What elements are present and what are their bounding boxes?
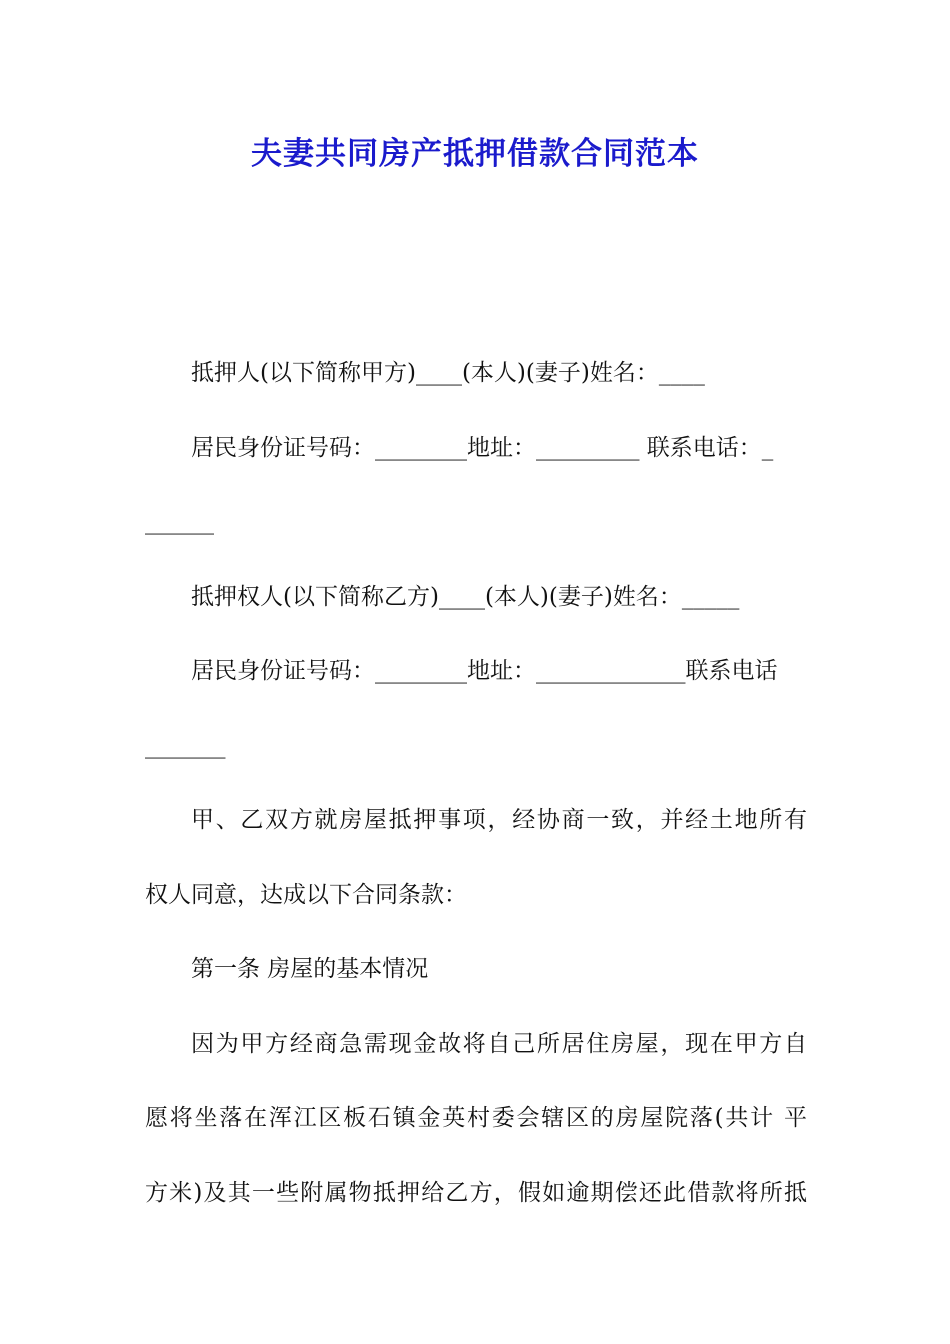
article-one-heading: 第一条 房屋的基本情况: [191, 956, 429, 982]
mortgagor-phone-continuation: ______: [145, 509, 214, 535]
mortgagor-id-address-phone-line: 居民身份证号码：________地址：_________ 联系电话：_: [191, 434, 774, 461]
mortgagee-id-address-phone-line: 居民身份证号码：________地址：_____________联系电话: [191, 658, 778, 684]
document-title: 夫妻共同房产抵押借款合同范本: [251, 136, 699, 172]
agreement-paragraph-line: 权人同意，达成以下合同条款：: [145, 881, 467, 908]
agreement-paragraph-line: 甲、乙双方就房屋抵押事项，经协商一致，并经土地所有: [191, 807, 807, 833]
mortgagor-name-line: 抵押人(以下简称甲方)____(本人)(妻子)姓名：____: [191, 360, 705, 386]
article-one-paragraph-line: 方米)及其一些附属物抵押给乙方，假如逾期偿还此借款将所抵: [145, 1179, 807, 1206]
article-one-paragraph-line: 愿将坐落在浑江区板石镇金英村委会辖区的房屋院落(共计 平: [145, 1105, 807, 1131]
mortgagee-name-line: 抵押权人(以下简称乙方)____(本人)(妻子)姓名：_____: [191, 583, 740, 610]
article-one-paragraph-line: 因为甲方经商急需现金故将自己所居住房屋，现在甲方自: [191, 1030, 807, 1057]
document-body: [145, 336, 807, 1230]
mortgagee-phone-continuation: _______: [145, 732, 226, 759]
